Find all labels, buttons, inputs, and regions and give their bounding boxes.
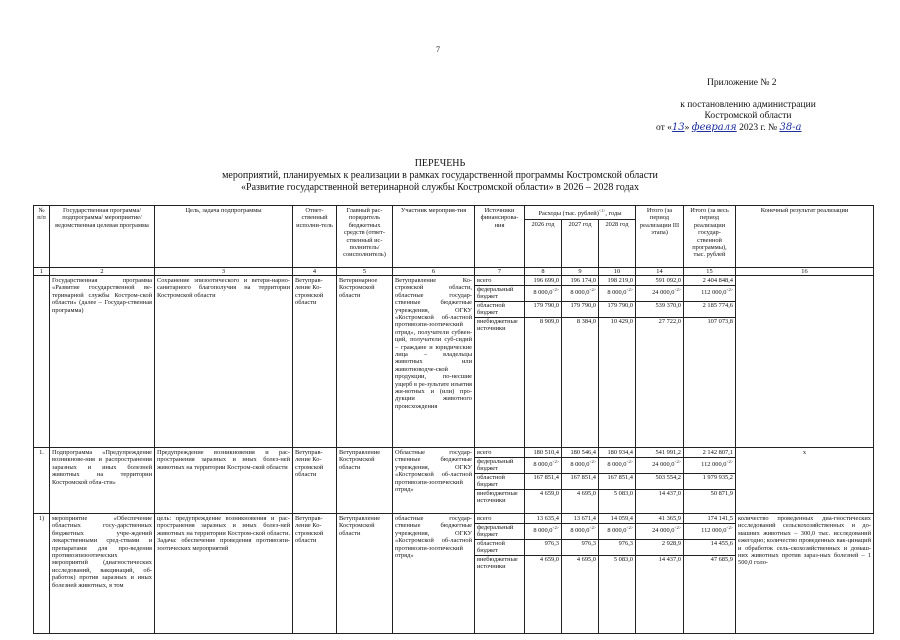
finance-source [475,317,524,333]
amount-2026-value: 8 909,0 [539,317,559,325]
measure-participant: областные государ-ственные бюджетные учреждения, ОГКУ «Костромской об-ластной противоэпи-зоотический отряд» [393,513,475,633]
amount-2026-value: 976,3 [544,539,559,547]
amount-2028 [599,489,635,505]
amount-2027 [562,473,598,489]
amount-2028-value: 10 429,0 [610,317,633,325]
amount-2027-value: 4 695,0 [576,555,596,563]
federal-footnote-mark: <2> [726,524,733,530]
finance-source-value: областной бюджет [477,301,505,317]
budget-manager: Ветуправление Костромской области [337,513,393,633]
amount-2028-value: 5 083,0 [613,555,633,563]
total-all [684,457,735,473]
total-stage3 [636,523,683,539]
amount-2027-value: 8 000,0 [570,289,590,297]
amount-2027-value: 179 790,0 [570,301,596,309]
program-name: Государственная программа «Развитие государственной ве-теринарной службы Костром-ской области» (далее – Государ-ственная программа) [50,275,155,447]
col-number: 14 [636,267,684,275]
measure-participant: Областные государ-ственные бюджетные учреждения, ОГКУ «Костромской об-ластной противоэпи-зоотический отряд» [393,447,475,513]
finance-source-cell [475,275,525,447]
budget-manager: Ветуправление Костромской области [337,447,393,513]
finance-source [475,555,524,571]
appendix-line2: Костромской области [704,111,792,121]
document-title [120,158,760,194]
total-stage3-value: 503 554,2 [655,473,681,481]
responsible-executor: Ветуправ-ление Ко-стромской области [293,447,337,513]
header-expenses [525,206,636,220]
amount-2026-value: 180 510,4 [533,448,559,456]
col-number: 4 [293,267,337,275]
amount-2028 [599,317,635,333]
amount-2027 [562,277,598,285]
amount-2026 [525,515,561,523]
federal-footnote-mark: <2> [589,458,596,464]
responsible-executor: Ветуправ-ление Ко-стромской области [293,275,337,447]
finance-source [475,489,524,505]
federal-footnote-mark: <2> [552,286,559,292]
finance-source [475,277,524,285]
amount-2028 [599,539,635,555]
amount-2028-value: 8 000,0 [607,289,627,297]
header-goal: Цель, задача подпрограммы [155,206,293,268]
finance-source-value: федеральный бюджет [477,285,514,301]
amount-2028-cell [599,513,636,633]
appendix-date [656,122,828,134]
amount-2026 [525,317,561,333]
appendix-reference [656,100,828,134]
finance-source-value: федеральный бюджет [477,523,514,539]
total-stage3 [636,555,683,571]
amount-2027-value: 180 546,4 [570,448,596,456]
total-all-value: 14 455,6 [710,539,733,547]
finance-source [475,457,524,473]
total-stage3-value: 539 370,0 [655,301,681,309]
total-stage3-cell [636,513,684,633]
budget-manager: Ветеринарное Костромской области [337,275,393,447]
col-number: 9 [562,267,599,275]
amount-2028-cell [599,447,636,513]
amount-2027 [562,555,598,571]
amount-2027 [562,515,598,523]
total-all-value: 112 000,0 [701,289,727,297]
responsible-executor: Ветуправ-ление Ко-стромской области [293,513,337,633]
finance-source-value: внебюджетные источники [477,555,518,571]
amount-2026-cell [525,275,562,447]
amount-2028-value: 8 000,0 [607,527,627,535]
header-total-stage3: Итого (за период реализации III этапа) [636,206,684,268]
amount-2028-value: 976,3 [618,539,633,547]
finance-source-value: федеральный бюджет [477,457,514,473]
amount-2026 [525,285,561,301]
col-number: 15 [684,267,736,275]
amount-2027 [562,449,598,457]
total-stage3 [636,457,683,473]
amount-2027-cell [562,513,599,633]
amount-2026 [525,539,561,555]
total-all-value: 1 979 935,2 [702,473,733,481]
amount-2028 [599,285,635,301]
title-line1: ПЕРЕЧЕНЬ [414,158,466,169]
total-all-value: 174 141,5 [707,514,733,522]
total-stage3-value: 24 000,0 [652,289,675,297]
finance-source-cell [475,513,525,633]
amount-2026-value: 167 851,4 [533,473,559,481]
total-stage3 [636,301,683,317]
amount-2026-cell [525,513,562,633]
federal-footnote-mark: <2> [552,524,559,530]
total-stage3 [636,317,683,333]
federal-footnote-mark: <2> [552,458,559,464]
total-all [684,301,735,317]
total-all-value: 112 000,0 [701,461,727,469]
finance-source [475,285,524,301]
finance-source-value: областной бюджет [477,473,505,489]
total-all-cell [684,275,736,447]
table-row [34,513,874,633]
federal-footnote-mark: <2> [589,286,596,292]
amount-2027 [562,539,598,555]
total-all-value: 2 404 848,4 [702,276,733,284]
amount-2026 [525,301,561,317]
finance-source-value: внебюджетные источники [477,489,518,505]
total-stage3-value: 24 000,0 [652,527,675,535]
header-result: Конечный результат реализации [736,206,874,268]
amount-2026 [525,523,561,539]
program-name: мероприятие «Обеспечение областных госу-дарственных бюджетных учре-ждений лекарственными сред-ствами и препаратами для про-ведения противоэпизоотических мероприятий (диагностических исследований, вакцинаций, об-работок) против заразных и иных болезней животных, в том [50,513,155,633]
amount-2028 [599,515,635,523]
federal-footnote-mark: <2> [674,458,681,464]
col-number: 16 [736,267,874,275]
col-number: 7 [475,267,525,275]
total-all [684,515,735,523]
total-stage3 [636,489,683,505]
total-stage3 [636,473,683,489]
expenses-footnote-mark: <1> [598,208,606,213]
amount-2026-value: 196 699,0 [533,276,559,284]
table-body [34,275,874,633]
total-all-value: 2 185 774,6 [702,301,733,309]
header-num: № п/п [34,206,50,268]
amount-2027 [562,285,598,301]
total-all-value: 50 871,9 [710,489,733,497]
column-number-row [34,267,874,275]
date-prefix: от « [656,123,672,133]
amount-2026 [525,277,561,285]
total-stage3-cell [636,447,684,513]
total-stage3-value: 24 000,0 [652,461,675,469]
amount-2027-value: 8 384,0 [576,317,596,325]
amount-2028-value: 5 083,0 [613,489,633,497]
total-all [684,285,735,301]
final-result [736,275,874,447]
total-stage3-cell [636,275,684,447]
header-executor: Ответ-ственный исполни-тель [293,206,337,268]
amount-2027-cell [562,447,599,513]
total-all [684,555,735,571]
finance-source-value: всего [477,276,492,284]
total-all-value: 107 073,8 [707,317,733,325]
amount-2027 [562,523,598,539]
header-manager: Главный рас-порядитель бюджетных средств (ответ-ственный ис-полнитель/ соисполнитель) [337,206,393,268]
header-sources: Источники финансирова-ния [475,206,525,268]
total-stage3-value: 14 437,0 [658,555,681,563]
amount-2027 [562,489,598,505]
amount-2026 [525,473,561,489]
finance-source-value: всего [477,448,492,456]
total-all-value: 2 142 807,1 [702,448,733,456]
col-number: 2 [50,267,155,275]
amount-2026-value: 179 790,0 [533,301,559,309]
total-all-value: 47 685,9 [710,555,733,563]
finance-source [475,515,524,523]
total-stage3-value: 591 092,0 [655,276,681,284]
finance-source [475,301,524,317]
federal-footnote-mark: <2> [589,524,596,530]
row-number: 1) [34,513,50,633]
amount-2027-value: 8 000,0 [570,527,590,535]
date-month-handwritten: февраля [691,122,737,133]
header-2027: 2027 год [562,219,599,267]
row-number: 1. [34,447,50,513]
title-line3: «Развитие государственной ветеринарной службы Костромской области» в 2026 – 2028 годах [241,182,639,193]
total-stage3-value: 2 928,9 [661,539,681,547]
total-all [684,539,735,555]
amount-2026-value: 8 000,0 [533,289,553,297]
finance-source [475,473,524,489]
final-result: количество проведенных диа-гностических исследований сельскохозяйственных и до-машних животных – 300,0 тыс. исследований ежегодно; количество проведенных вак-цинаций и обработок сель-скохозяйственных и домаш-них животных против зараз-ных болезней – 1 500,0 голо- [736,513,874,633]
amount-2028-value: 8 000,0 [607,461,627,469]
amount-2028 [599,523,635,539]
program-name: Подпрограмма «Предупреждение возникнове-ния и распространения заразных и иных болезней животных на территории Костромской обла-сти» [50,447,155,513]
measure-participant: Ветуправление Ко-стромской области, областные государ-ственные бюджетные учреждения, ОГКУ «Костромской об-ластной противоэпи-зоотический отряд», получатели субвен-ций, получатели суб-сидий – граждане и юридические лица – владельцы животных или животноводче-ской продукции, по-несшие ущерб в ре-зультате изъятия жи-вотных и (или) про-дукции животного происхождения [393,275,475,447]
date-day-handwritten: 13 [671,122,685,133]
amount-2026-value: 4 659,0 [539,555,559,563]
table-row [34,275,874,447]
federal-footnote-mark: <2> [726,458,733,464]
federal-footnote-mark: <2> [674,286,681,292]
total-all [684,277,735,285]
program-goal: цель: предупреждение возникновения и рас-пространения заразных и иных болез-ней животных на территории Костром-ской области. Задача: обеспечение проведения противоэпи-зоотических мероприятий [155,513,293,633]
total-all [684,489,735,505]
row-number [34,275,50,447]
total-stage3-value: 41 365,9 [658,514,681,522]
appendix-label: Приложение № 2 [707,78,777,88]
total-stage3-value: 541 991,2 [655,448,681,456]
amount-2028 [599,301,635,317]
amount-2027-value: 13 671,4 [573,514,596,522]
amount-2027 [562,457,598,473]
amount-2027 [562,317,598,333]
amount-2028 [599,555,635,571]
federal-footnote-mark: <2> [674,524,681,530]
program-goal: Сохранение эпизоотического и ветери-нарно-санитарного благополучия на территории Костромской области [155,275,293,447]
finance-source [475,523,524,539]
total-all [684,473,735,489]
total-stage3 [636,515,683,523]
total-stage3 [636,285,683,301]
amount-2028 [599,277,635,285]
total-stage3-value: 14 437,0 [658,489,681,497]
amount-2028 [599,449,635,457]
amount-2026-value: 4 659,0 [539,489,559,497]
amount-2026 [525,457,561,473]
total-stage3-value: 27 722,0 [658,317,681,325]
amount-2027-cell [562,275,599,447]
total-all-value: 112 000,0 [701,527,727,535]
header-total-all: Итого (за весь период реализации государ-ственной программы), тыс. рублей [684,206,736,268]
measures-table [33,205,874,634]
amount-2028 [599,457,635,473]
header-program: Государственная программа/ подпрограмма/ мероприятие/ведомственная целевая программа [50,206,155,268]
total-all-cell [684,513,736,633]
total-stage3 [636,449,683,457]
date-mid: » [684,123,692,133]
page-number: 7 [436,45,440,54]
appendix-line1: к постановлению администрации [680,100,816,110]
amount-2026-cell [525,447,562,513]
col-number: 10 [599,267,636,275]
amount-2027 [562,301,598,317]
header-participant: Участник мероприя-тия [393,206,475,268]
total-stage3 [636,539,683,555]
amount-2026 [525,489,561,505]
program-goal: Предупреждение возникновения и рас-пространения заразных и иных болез-ней животных на территории Костром-ской области [155,447,293,513]
amount-2027-value: 8 000,0 [570,461,590,469]
finance-source-value: внебюджетные источники [477,317,518,333]
amount-2026-value: 13 635,4 [536,514,559,522]
header-expenses-label: Расходы (тыс. рублей) [538,210,599,218]
federal-footnote-mark: <2> [626,286,633,292]
col-number: 1 [34,267,50,275]
header-expenses-suffix: , годы [605,210,622,218]
amount-2027-value: 4 695,0 [576,489,596,497]
total-all [684,449,735,457]
date-year: 2023 г. № [736,123,780,133]
total-stage3 [636,277,683,285]
finance-source-value: всего [477,514,492,522]
amount-2026-value: 8 000,0 [533,527,553,535]
title-line2: мероприятий, планируемых к реализации в рамках государственной программы Костромской области [222,170,658,181]
amount-2026-value: 8 000,0 [533,461,553,469]
col-number: 5 [337,267,393,275]
header-2026: 2026 год [525,219,562,267]
amount-2028-value: 180 934,4 [607,448,633,456]
amount-2026 [525,555,561,571]
amount-2028 [599,473,635,489]
amount-2026 [525,449,561,457]
federal-footnote-mark: <2> [626,458,633,464]
total-all-cell [684,447,736,513]
final-result: х [736,447,874,513]
finance-source-value: областной бюджет [477,539,505,555]
table-row [34,447,874,513]
finance-source-cell [475,447,525,513]
finance-source [475,539,524,555]
amount-2028-value: 198 219,0 [607,276,633,284]
col-number: 6 [393,267,475,275]
amount-2028-value: 167 851,4 [607,473,633,481]
amount-2027-value: 976,3 [581,539,596,547]
finance-source [475,449,524,457]
amount-2028-value: 179 790,0 [607,301,633,309]
header-2028: 2028 год [599,219,636,267]
federal-footnote-mark: <2> [726,286,733,292]
federal-footnote-mark: <2> [626,524,633,530]
amount-2028-value: 14 059,4 [610,514,633,522]
col-number: 8 [525,267,562,275]
decree-number-handwritten: 38-а [779,122,802,133]
total-all [684,317,735,333]
amount-2028-cell [599,275,636,447]
amount-2027-value: 167 851,4 [570,473,596,481]
total-all [684,523,735,539]
amount-2027-value: 196 174,0 [570,276,596,284]
col-number: 3 [155,267,293,275]
